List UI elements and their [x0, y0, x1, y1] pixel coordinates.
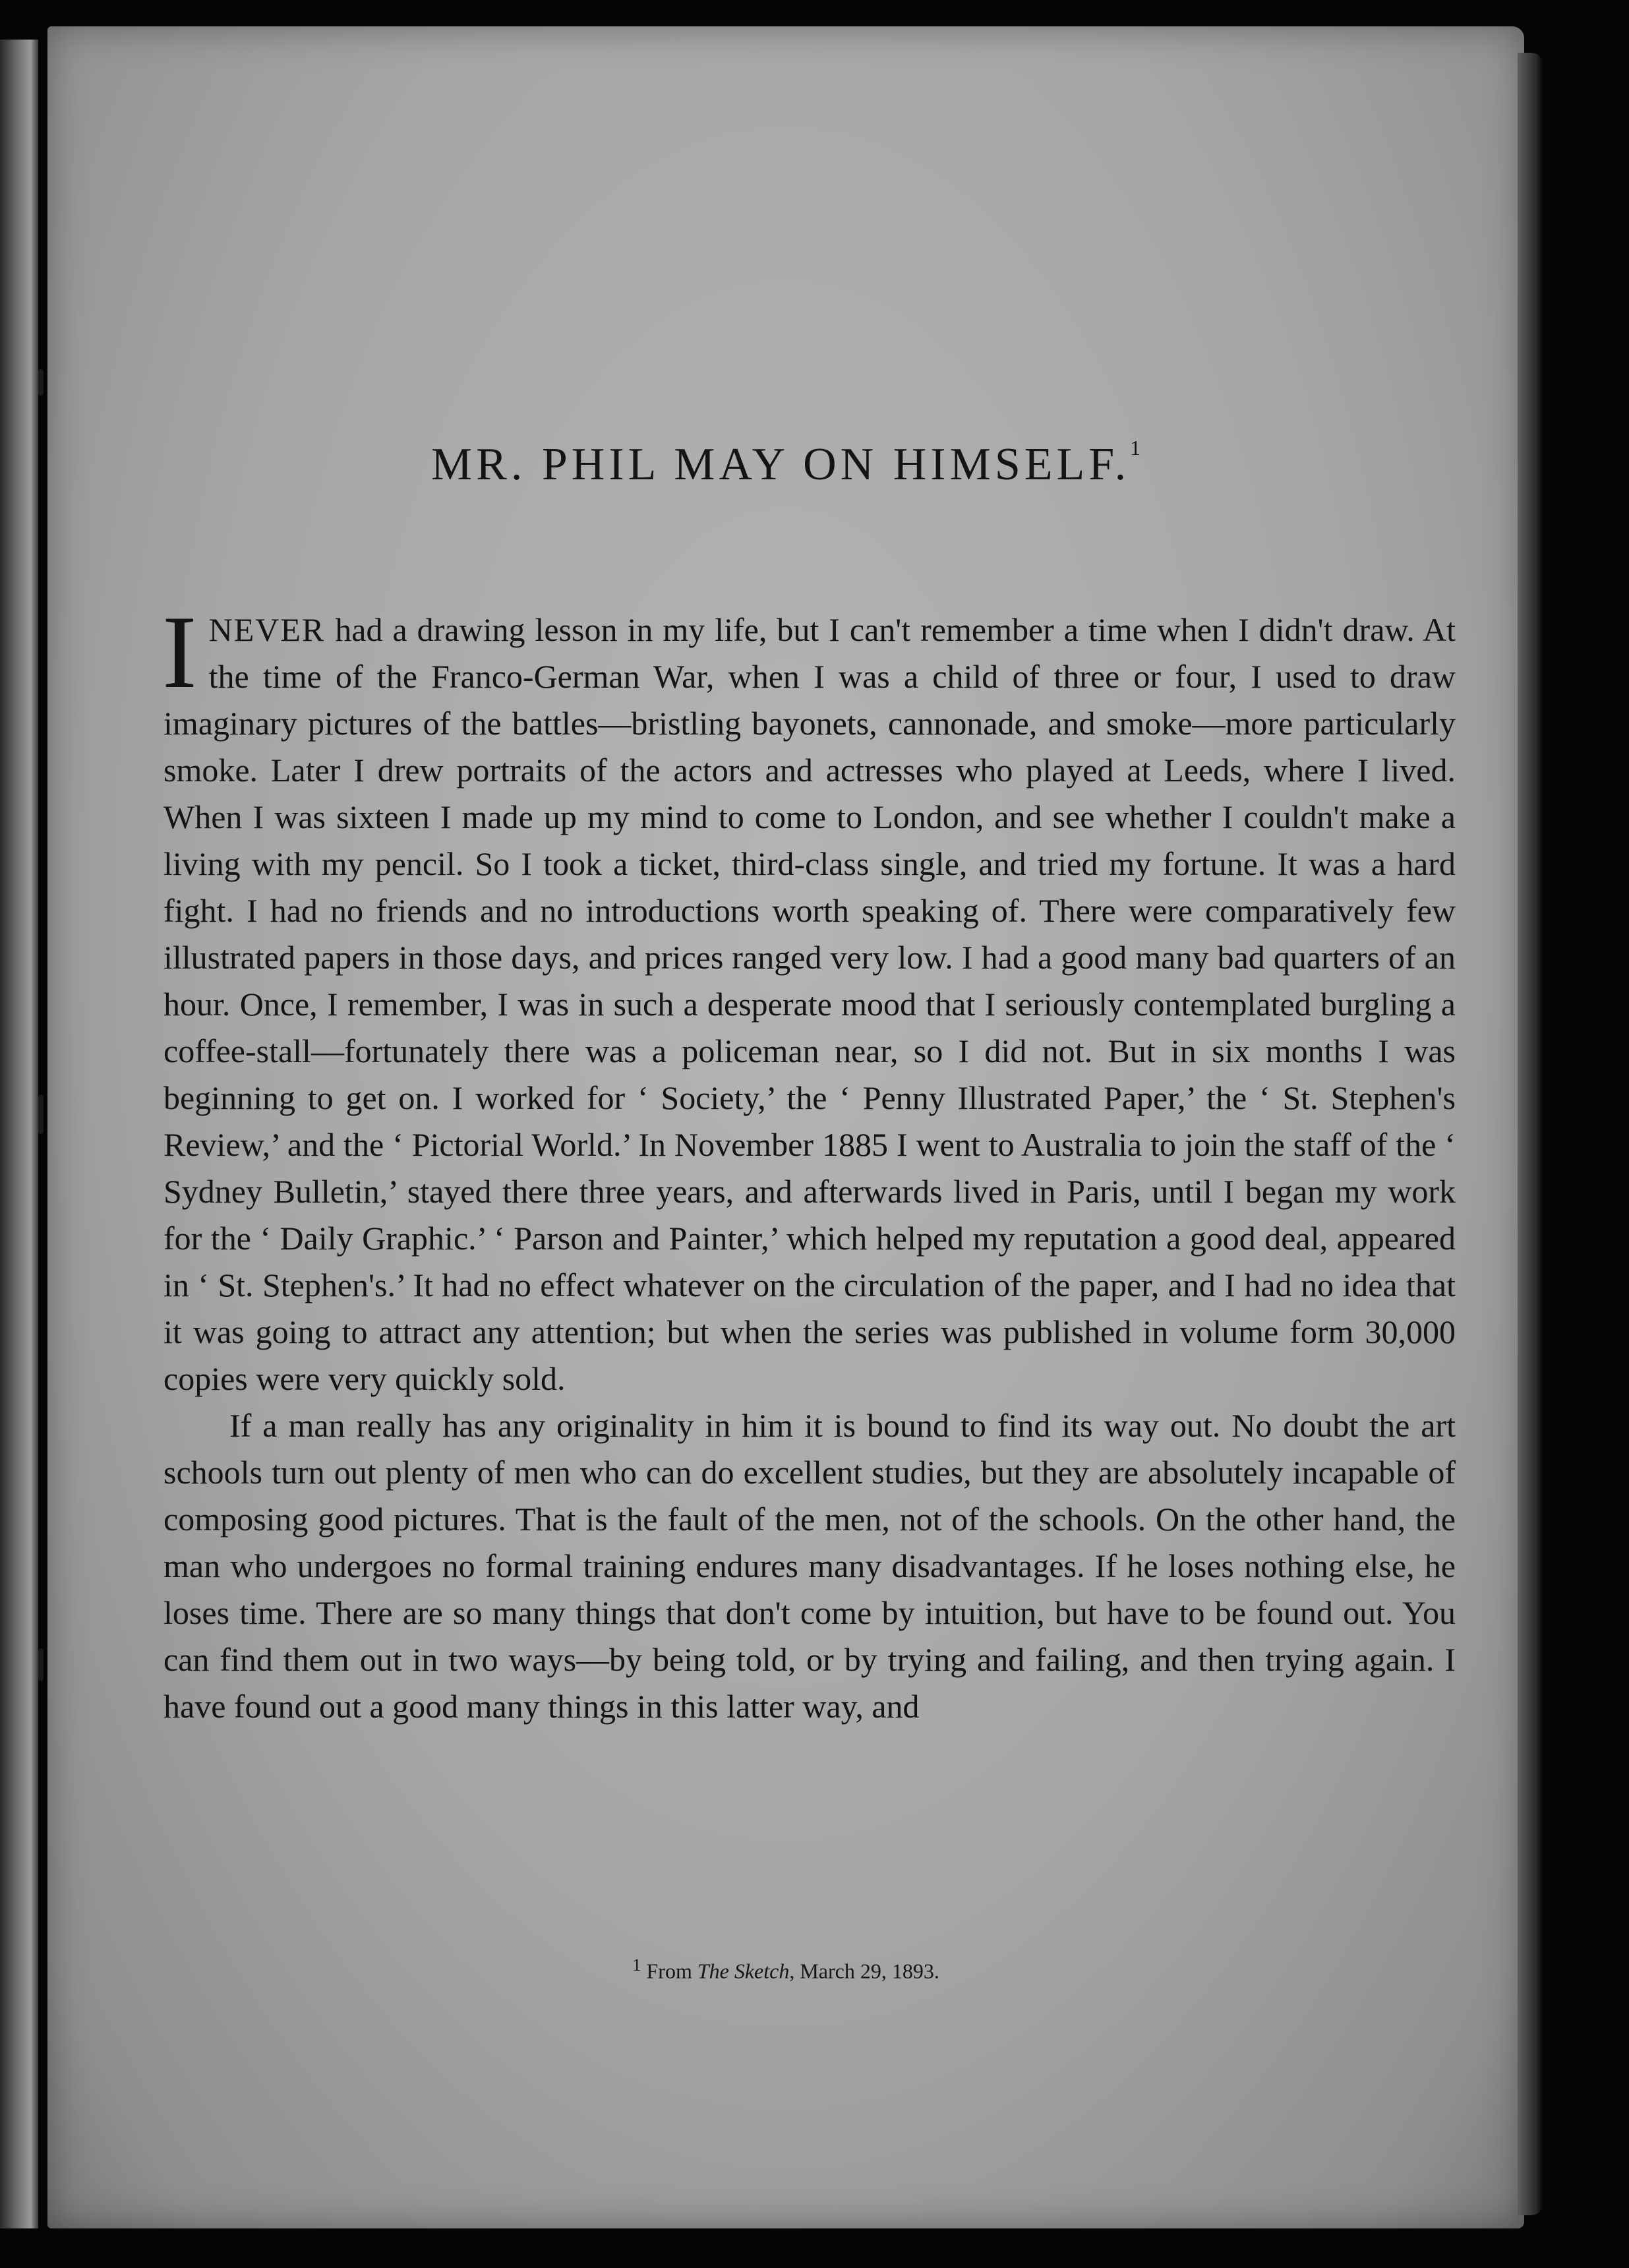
paragraph [163, 1402, 1456, 1730]
page-title [47, 438, 1524, 491]
paragraph-text: had a drawing lesson in my life, but I can't remember a time when I didn't draw. At the time of the Franco-German War, when I was a child of three or four, I used to draw imaginary pictures of the battles—bristling bayonets, cannonade, and smoke—more particularly smoke. Later I drew portraits of the actors and actresses who played at Leeds, where I lived. When I was sixteen I made up my mind to come to London, and see whether I couldn't make a living with my pencil. So I took a ticket, third-class single, and tried my fortune. It was a hard fight. I had no friends and no introductions worth speaking of. There were comparatively few illustrated papers in those days, and prices ranged very low. I had a good many bad quarters of an hour. Once, I remember, I was in such a desperate mood that I seriously contemplated burgling a coffee-stall—fortunately there was a policeman near, so I did not. But in six months I was beginning to get on. I worked for ‘ Society,’ the ‘ Penny Illustrated Paper,’ the ‘ St. Stephen's Review,’ and the ‘ Pictorial World.’ In November 1885 I went to Australia to join the staff of the ‘ Sydney Bulletin,’ stayed there three years, and afterwards lived in Paris, until I began my work for the ‘ Daily Graphic.’ ‘ Parson and Painter,’ which helped my reputation a good deal, appeared in ‘ St. Stephen's.’ It had no effect whatever on the circulation of the paper, and I had no idea that it was going to attract any attention; but when the series was published in volume form 30,000 copies were very quickly sold. [163, 611, 1456, 1397]
title-footnote-mark: 1 [1130, 436, 1141, 460]
binding-mark [38, 369, 44, 396]
binding-mark [38, 1648, 44, 1681]
footnote [47, 1955, 1524, 1984]
book-page [47, 26, 1524, 2228]
title-text: MR. PHIL MAY ON HIMSELF. [430, 439, 1131, 490]
footnote-mark: 1 [632, 1955, 641, 1975]
lead-word: NEVER [208, 611, 326, 648]
drop-cap: I [162, 595, 197, 710]
facing-page-edge [0, 40, 38, 2228]
footnote-source: The Sketch [697, 1959, 790, 1983]
footnote-date: , March 29, 1893. [789, 1959, 939, 1983]
footnote-prefix: From [646, 1959, 697, 1983]
paragraph [162, 595, 1456, 1402]
binding-mark [38, 1094, 44, 1134]
article-body [162, 595, 1456, 1730]
page-edge [1518, 53, 1544, 2215]
paragraph-text: If a man really has any originality in him it is bound to find its way out. No doubt the art schools turn out plenty of men who can do excellent studies, but they are absolutely incapable of composing good pictures. That is the fault of the men, not of the schools. On the other hand, the man who undergoes no formal training endures many disadvantages. If he loses nothing else, he loses time. There are so many things that don't come by intuition, but have to be found out. You can find them out in two ways—by being told, or by trying and failing, and then trying again. I have found out a good many things in this latter way, and [163, 1407, 1456, 1725]
